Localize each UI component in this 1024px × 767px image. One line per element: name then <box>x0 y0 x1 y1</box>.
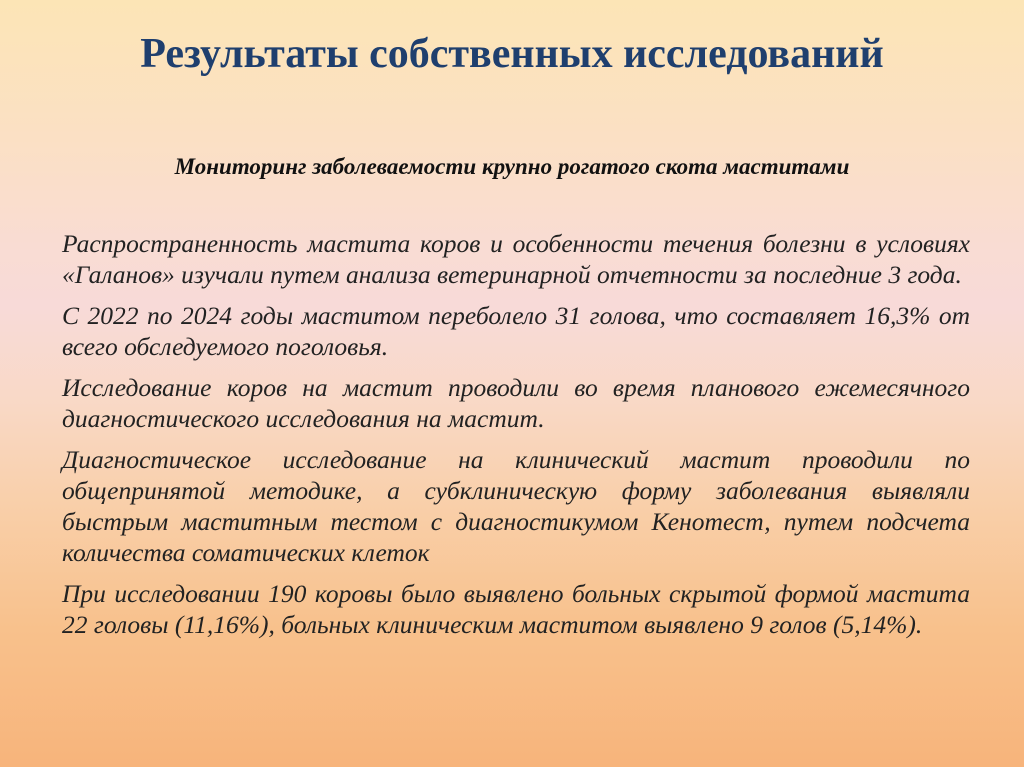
slide-subtitle: Мониторинг заболеваемости крупно рогатого скота маститами <box>174 154 850 179</box>
slide-title: Результаты собственных исследований <box>140 31 884 77</box>
paragraph-monthly-examination: Исследование коров на мастит проводили во время планового ежемесячного диагностического исследования на мастит. <box>62 373 970 433</box>
slide-body <box>62 228 970 650</box>
paragraph-cases-2022-2024: С 2022 по 2024 годы маститом переболело 31 голова, что составляет 16,3% от всего обследуемого поголовья. <box>62 301 970 361</box>
paragraph-diagnostic-method: Диагностическое исследование на клинический мастит проводили по общепринятой методике, а субклиническую форму заболевания выявляли быстрым маститным тестом с диагностикумом Кенотест, путем подсчета количества соматических клеток <box>62 445 970 567</box>
paragraph-prevalence: Распространенность мастита коров и особенности течения болезни в условиях «Галанов» изучали путем анализа ветеринарной отчетности за последние 3 года. <box>62 229 970 289</box>
paragraph-results: При исследовании 190 коровы было выявлено больных скрытой формой мастита 22 головы (11,16%), больных клиническим маститом выявлено 9 голов (5,14%). <box>62 579 970 639</box>
